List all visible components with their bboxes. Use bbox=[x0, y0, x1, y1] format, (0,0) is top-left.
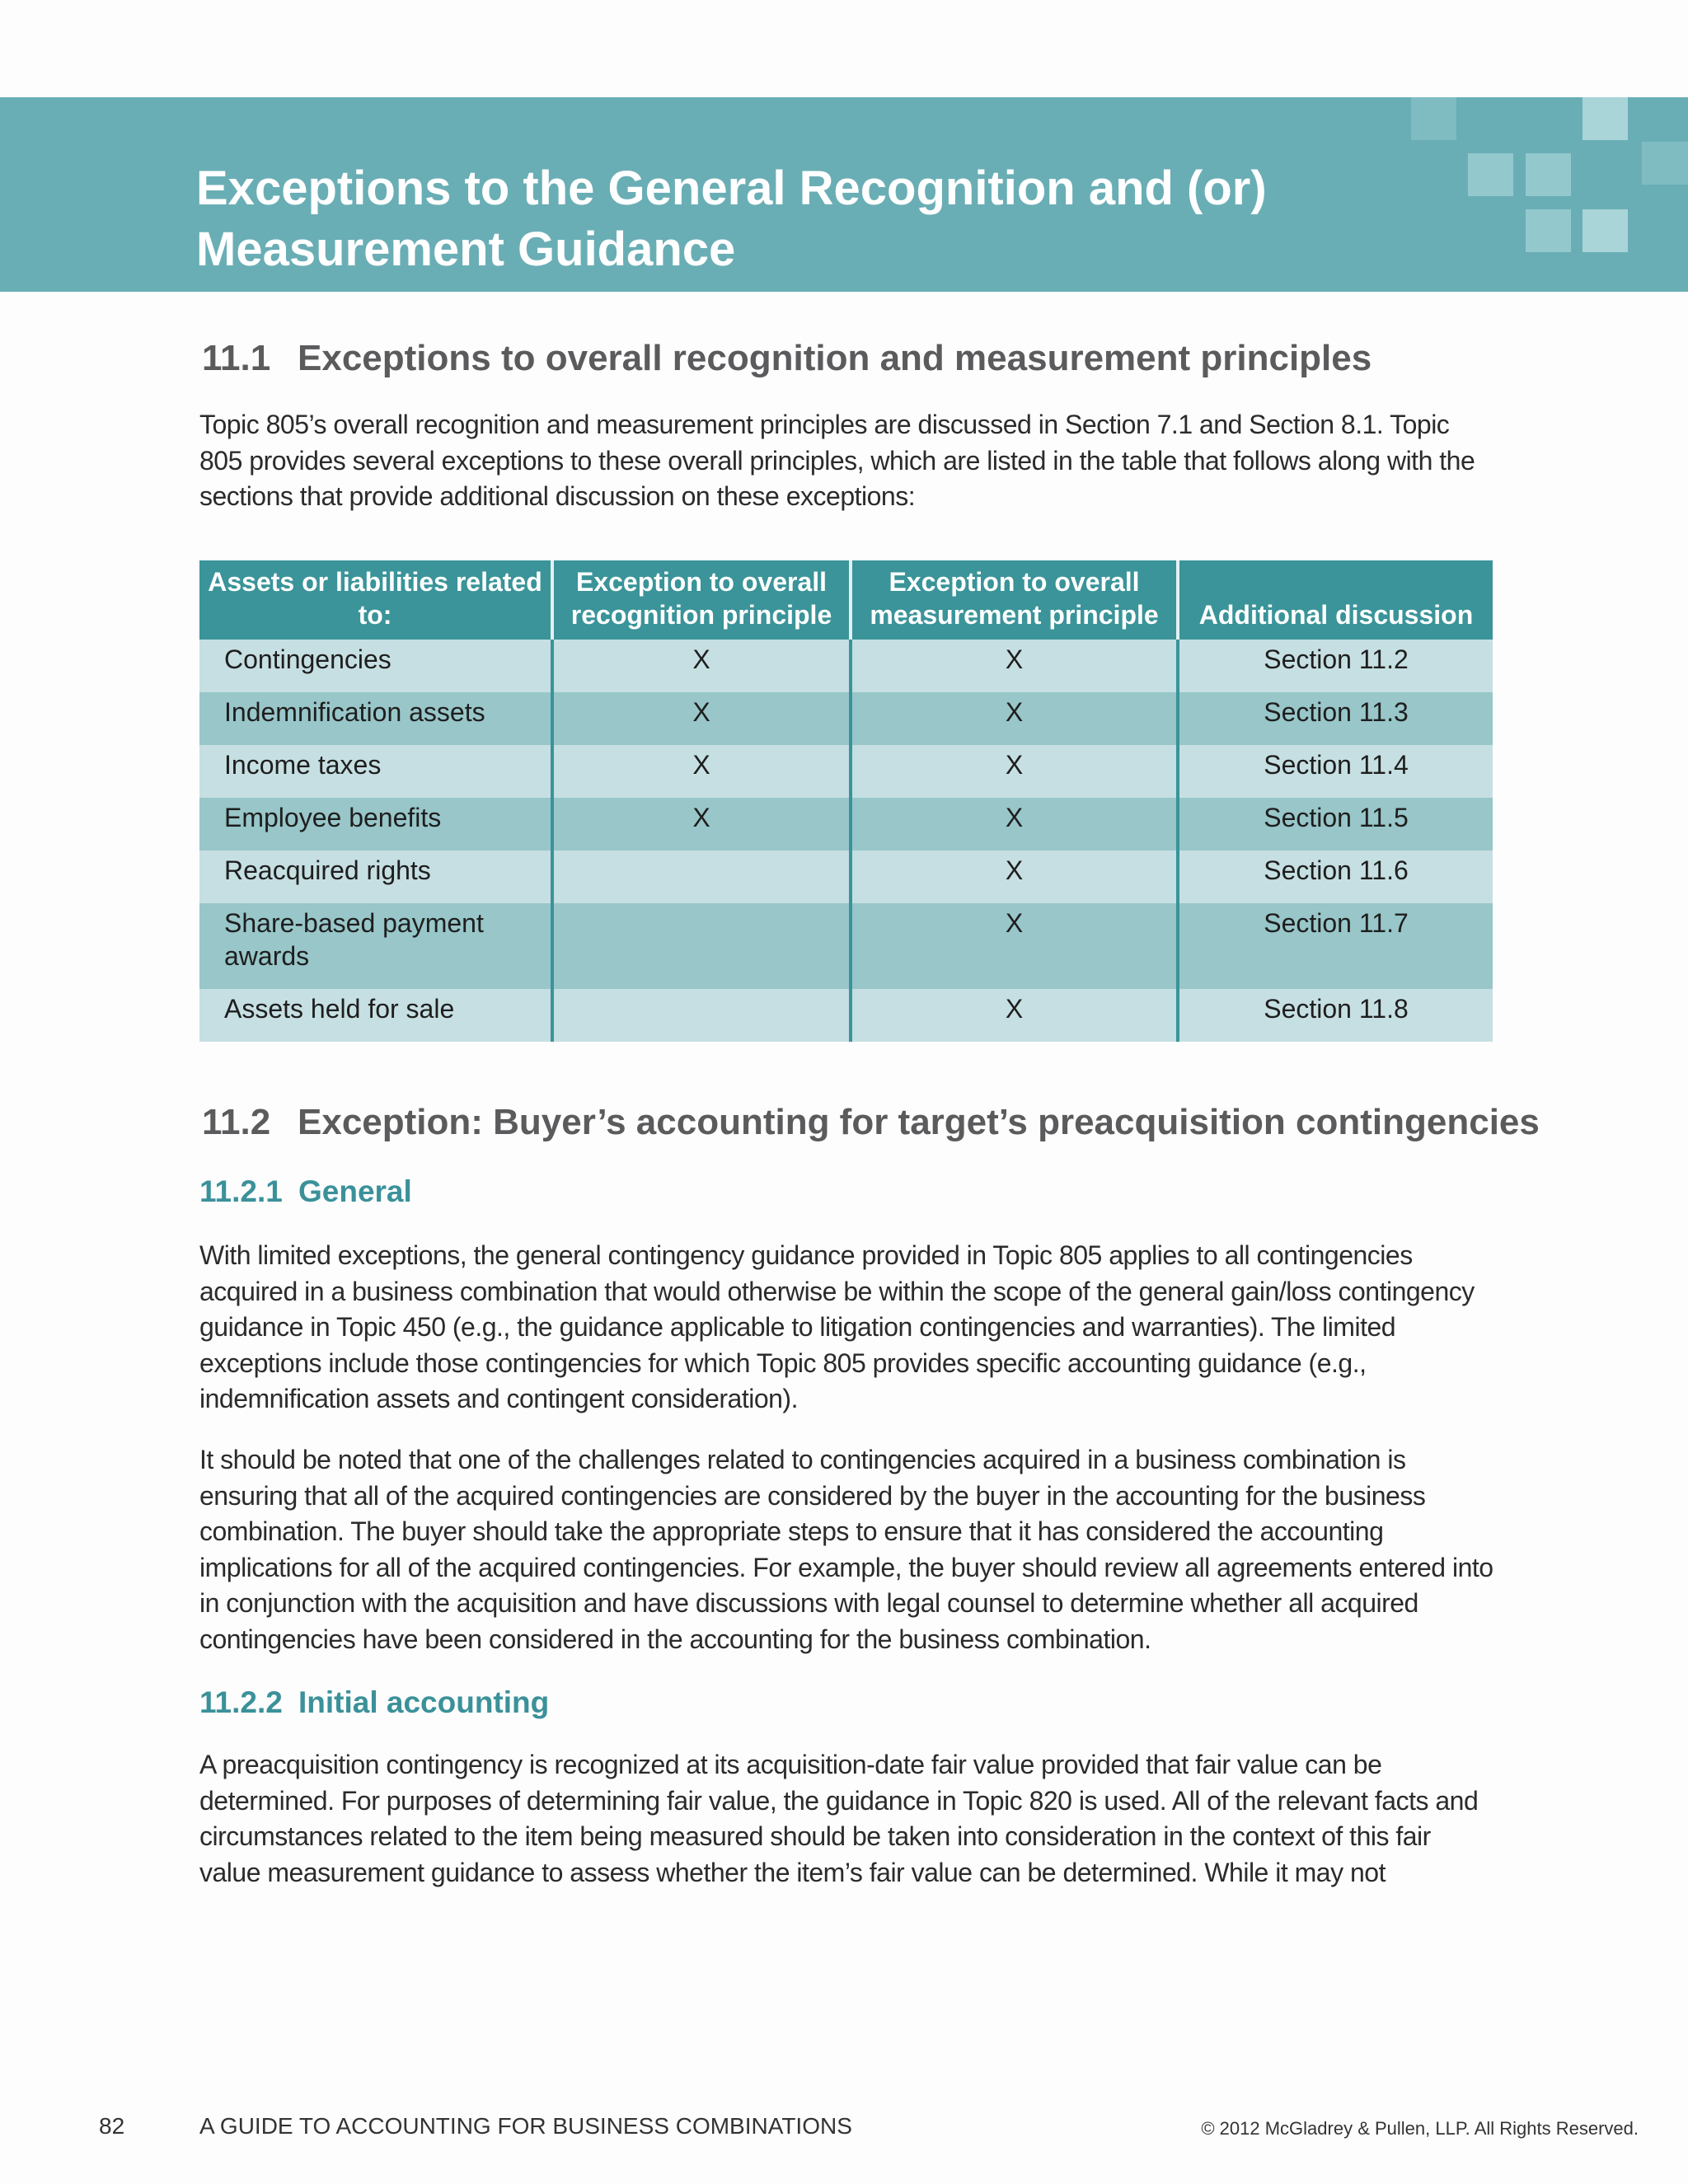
section-11-2-heading bbox=[202, 1102, 1540, 1143]
cell-item: Reacquired rights bbox=[199, 851, 552, 903]
cell-measurement: X bbox=[851, 989, 1178, 1042]
section-11-1-intro: Topic 805’s overall recognition and measurement principles are discussed in Section 7.1 and Section 8.1. Topic 805 provides several exceptions to these overall principles, which are listed in the table that follows along with the sections that provide additional discussion on these exceptions: bbox=[199, 410, 1475, 511]
cell-recognition: X bbox=[552, 798, 851, 851]
cell-discussion: Section 11.3 bbox=[1178, 692, 1493, 745]
decorative-square bbox=[1411, 97, 1456, 140]
cell-measurement: X bbox=[851, 798, 1178, 851]
cell-measurement: X bbox=[851, 903, 1178, 989]
table-row bbox=[199, 903, 1493, 989]
cell-discussion: Section 11.7 bbox=[1178, 903, 1493, 989]
cell-recognition bbox=[552, 989, 851, 1042]
section-number: 11.2 bbox=[202, 1102, 271, 1142]
page-number: 82 bbox=[99, 2113, 125, 2139]
table-row bbox=[199, 851, 1493, 903]
cell-measurement: X bbox=[851, 851, 1178, 903]
section-number: 11.1 bbox=[202, 338, 271, 378]
subsection-number: 11.2.2 bbox=[199, 1685, 283, 1719]
cell-item: Employee benefits bbox=[199, 798, 552, 851]
table-row bbox=[199, 745, 1493, 798]
cell-discussion: Section 11.5 bbox=[1178, 798, 1493, 851]
decorative-square bbox=[1526, 153, 1571, 196]
paragraph-initial-accounting: A preacquisition contingency is recognized at its acquisition-date fair value provided that fair value can be determined. For purposes of determining fair value, the guidance in Topic 820 is used. All of the relevant facts and circumstances related to the item being measured should be taken into consideration in the context of this fair value measurement guidance to assess whether the item’s fair value can be determined. While it may not bbox=[199, 1750, 1479, 1887]
decorative-square bbox=[1582, 97, 1628, 140]
cell-discussion: Section 11.2 bbox=[1178, 640, 1493, 692]
cell-recognition: X bbox=[552, 640, 851, 692]
chapter-title-line-2: Measurement Guidance bbox=[196, 223, 736, 276]
cell-discussion: Section 11.4 bbox=[1178, 745, 1493, 798]
subsection-title: General bbox=[298, 1174, 412, 1208]
paragraph-general-2: It should be noted that one of the challenges related to contingencies acquired in a business combination is ensuring that all of the acquired contingencies are considered by the buyer in the accounting for the business combination. The buyer should take the appropriate steps to ensure that it has considered the accounting implications for all of the acquired contingencies. For example, the buyer should review all agreements entered into in conjunction with the acquisition and have discussions with legal counsel to determine whether all acquired contingencies have been considered in the accounting for the business combination. bbox=[199, 1445, 1493, 1654]
column-header-discussion: Additional discussion bbox=[1178, 560, 1493, 640]
cell-measurement: X bbox=[851, 692, 1178, 745]
table-row bbox=[199, 798, 1493, 851]
section-title: Exception: Buyer’s accounting for target’s preacquisition contingencies bbox=[298, 1102, 1540, 1142]
copyright-notice: © 2012 McGladrey & Pullen, LLP. All Rights Reserved. bbox=[1201, 2118, 1639, 2139]
cell-item: Income taxes bbox=[199, 745, 552, 798]
section-11-1-heading bbox=[202, 338, 1372, 379]
exceptions-table bbox=[199, 560, 1493, 1042]
table-header-row bbox=[199, 560, 1493, 640]
subsection-number: 11.2.1 bbox=[199, 1174, 283, 1208]
table-row bbox=[199, 692, 1493, 745]
cell-item: Share-based payment awards bbox=[199, 903, 552, 989]
cell-item: Indemnification assets bbox=[199, 692, 552, 745]
cell-recognition bbox=[552, 903, 851, 989]
column-header-measurement: Exception to overall measurement principle bbox=[851, 560, 1178, 640]
cell-measurement: X bbox=[851, 640, 1178, 692]
chapter-title-line-1: Exceptions to the General Recognition and (or) bbox=[196, 162, 1267, 215]
decorative-square bbox=[1468, 153, 1513, 196]
subsection-title: Initial accounting bbox=[298, 1685, 550, 1719]
cell-recognition: X bbox=[552, 692, 851, 745]
header-banner bbox=[0, 97, 1688, 292]
decorative-square bbox=[1642, 142, 1688, 185]
decorative-square bbox=[1582, 209, 1628, 252]
cell-discussion: Section 11.8 bbox=[1178, 989, 1493, 1042]
table-row bbox=[199, 640, 1493, 692]
table-row bbox=[199, 989, 1493, 1042]
subsection-11-2-2-heading bbox=[199, 1685, 549, 1720]
cell-measurement: X bbox=[851, 745, 1178, 798]
cell-item: Contingencies bbox=[199, 640, 552, 692]
cell-recognition: X bbox=[552, 745, 851, 798]
subsection-11-2-1-heading bbox=[199, 1174, 412, 1209]
cell-item: Assets held for sale bbox=[199, 989, 552, 1042]
column-header-assets: Assets or liabilities related to: bbox=[199, 560, 552, 640]
cell-recognition bbox=[552, 851, 851, 903]
guide-title: A GUIDE TO ACCOUNTING FOR BUSINESS COMBINATIONS bbox=[199, 2113, 852, 2139]
section-title: Exceptions to overall recognition and measurement principles bbox=[298, 338, 1372, 378]
decorative-square bbox=[1526, 209, 1571, 252]
cell-discussion: Section 11.6 bbox=[1178, 851, 1493, 903]
column-header-recognition: Exception to overall recognition principle bbox=[552, 560, 851, 640]
paragraph-general-1: With limited exceptions, the general contingency guidance provided in Topic 805 applies to all contingencies acquired in a business combination that would otherwise be within the scope of the general gain/loss contingency guidance in Topic 450 (e.g., the guidance applicable to litigation contingencies and warranties). The limited exceptions include those contingencies for which Topic 805 provides specific accounting guidance (e.g., indemnification assets and contingent consideration). bbox=[199, 1240, 1475, 1413]
chapter-title bbox=[196, 158, 1267, 280]
